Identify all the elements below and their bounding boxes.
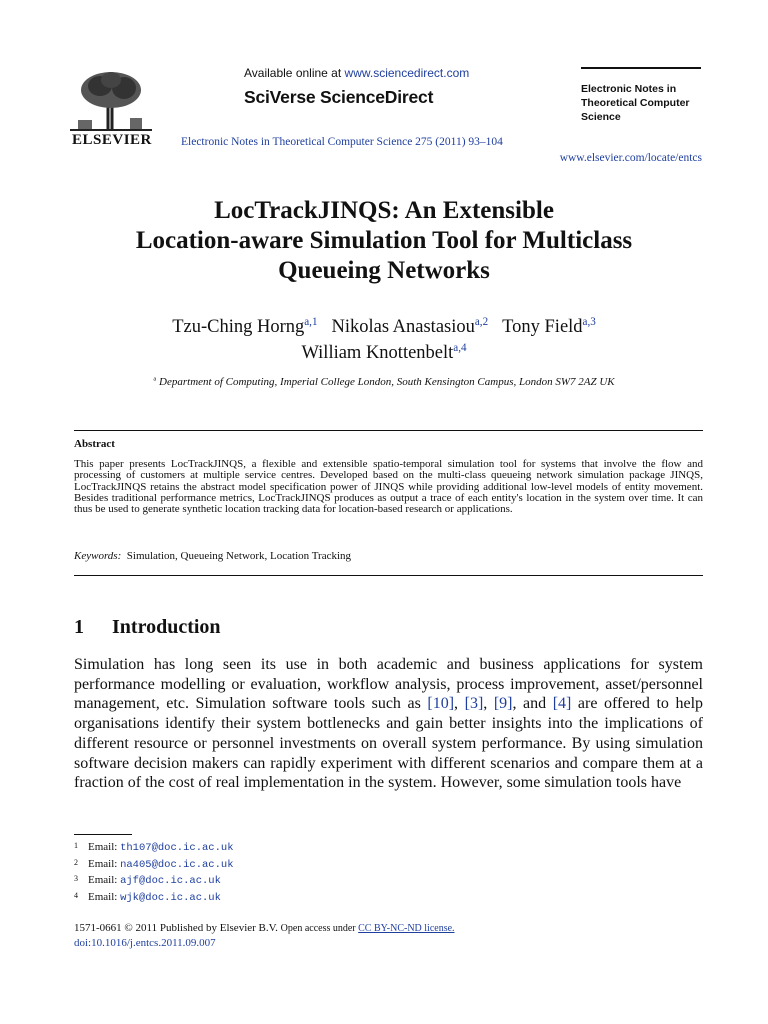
journal-name-line: Theoretical Computer xyxy=(581,97,690,109)
footnote-email[interactable]: th107@doc.ic.ac.uk xyxy=(120,842,234,854)
footnote-email[interactable]: ajf@doc.ic.ac.uk xyxy=(120,875,221,887)
author-name: Tzu-Ching Horng xyxy=(172,317,305,337)
body-text: are offered to help organisations identify their system bottlenecks and gain better insights into the implications of different resource or personnel investments on overall system performance. By using simulation software decision makers can rapidly experiment with different scenarios and compare them at a fraction of the cost of real implementation in the system. However, some simulation tools have xyxy=(74,695,704,792)
footnote xyxy=(74,857,234,874)
title-line: Location-aware Simulation Tool for Multiclass xyxy=(135,227,633,254)
sciencedirect-link[interactable]: www.sciencedirect.com xyxy=(344,66,470,80)
journal-name-line: Science xyxy=(581,111,621,123)
title-line: LocTrackJINQS: An Extensible xyxy=(214,197,554,224)
open-access-text: Open access under xyxy=(280,923,359,934)
citation-link[interactable]: [4] xyxy=(552,695,572,713)
sciencedirect-brand: SciVerse ScienceDirect xyxy=(244,87,434,107)
abstract-text: This paper presents LocTrackJINQS, a flexible and extensible spatio-temporal simulation tool for systems that involve the flow and processing of customers at multiple service centres. Developed based on the multi-class queueing network simulation package JINQS, LocTrackJINQS retains the abstract model specification power of JINQS while providing additional low-level models of entity movement. Besides traditional performance metrics, LocTrackJINQS produces as output a trace of each entity's location in the system over time. It can thus be used to generate synthetic location tracking data for location-based research or applications. xyxy=(74,458,703,516)
author-affiliation-mark[interactable]: a,3 xyxy=(582,315,596,328)
footnote-label: Email: xyxy=(88,890,121,903)
copyright-line xyxy=(74,922,455,934)
footnote-email[interactable]: na405@doc.ic.ac.uk xyxy=(120,858,234,871)
body-text: , xyxy=(483,695,494,713)
footnote xyxy=(74,890,234,907)
elsevier-tree-logo xyxy=(70,68,152,132)
keywords-text: Simulation, Queueing Network, Location Tracking xyxy=(126,550,352,562)
footnote-rule xyxy=(74,834,132,835)
title-line: Queueing Networks xyxy=(278,257,490,284)
journal-url[interactable]: www.elsevier.com/locate/entcs xyxy=(559,152,702,164)
abstract-top-rule xyxy=(74,430,703,431)
footnote-number: 2 xyxy=(74,857,78,867)
footnote xyxy=(74,840,234,857)
affiliation-mark: a xyxy=(153,375,157,383)
affiliation-text: Department of Computing, Imperial College London, South Kensington Campus, London SW7 2AZ UK xyxy=(159,376,615,388)
footnote-number: 4 xyxy=(74,890,78,900)
copyright-text: 1571-0661 © 2011 Published by Elsevier B.V. xyxy=(74,922,281,934)
body-text: , and xyxy=(512,695,553,713)
footnote-email[interactable]: wjk@doc.ic.ac.uk xyxy=(120,891,221,904)
footnote xyxy=(74,873,234,890)
publisher-name: ELSEVIER xyxy=(72,132,152,148)
body-text: , xyxy=(454,695,465,713)
footnote-number: 3 xyxy=(74,874,78,883)
footnote-label: Email: xyxy=(88,874,121,886)
journal-name-box xyxy=(581,67,701,124)
section-number: 1 xyxy=(74,616,84,638)
abstract-bottom-rule xyxy=(74,575,703,576)
journal-reference[interactable]: Electronic Notes in Theoretical Computer Science 275 (2011) 93–104 xyxy=(181,136,503,148)
footnote-label: Email: xyxy=(88,857,121,870)
available-prefix: Available online at xyxy=(244,66,345,80)
author-affiliation-mark[interactable]: a,4 xyxy=(453,341,467,354)
doi-link[interactable]: doi:10.1016/j.entcs.2011.09.007 xyxy=(74,937,216,949)
section-heading xyxy=(74,616,221,639)
section-title: Introduction xyxy=(112,616,221,638)
body-text: Simulation has long seen its use in both academic and business applications for system performance modelling or evaluation, workflow analysis, process improvement, asset/personnel management, etc. Simulation software tools such as xyxy=(74,656,703,713)
citation-link[interactable]: [9] xyxy=(493,695,513,713)
author-affiliation-mark[interactable]: a,2 xyxy=(474,315,489,328)
journal-name-line: Electronic Notes in xyxy=(581,83,677,95)
abstract-heading: Abstract xyxy=(74,438,115,450)
citation-link[interactable]: [10] xyxy=(427,695,455,713)
journal-rule xyxy=(581,67,701,69)
available-online xyxy=(244,66,469,80)
author-name: Tony Field xyxy=(502,317,583,337)
author-name: Nikolas Anastasiou xyxy=(331,317,475,337)
footnote-label: Email: xyxy=(88,841,121,853)
license-link[interactable]: CC BY-NC-ND license. xyxy=(358,923,455,934)
citation-link[interactable]: [3] xyxy=(464,695,484,713)
author-name: William Knottenbelt xyxy=(301,343,454,363)
paper-title xyxy=(40,196,728,286)
body-paragraph xyxy=(74,655,703,793)
author-list xyxy=(40,314,728,366)
author-affiliation-mark[interactable]: a,1 xyxy=(304,315,318,328)
keywords-label: Keywords: xyxy=(74,550,122,562)
keywords xyxy=(74,550,351,562)
journal-name xyxy=(581,82,701,124)
footnote-number: 1 xyxy=(74,841,78,850)
footnotes xyxy=(74,840,234,906)
affiliation xyxy=(40,376,728,388)
